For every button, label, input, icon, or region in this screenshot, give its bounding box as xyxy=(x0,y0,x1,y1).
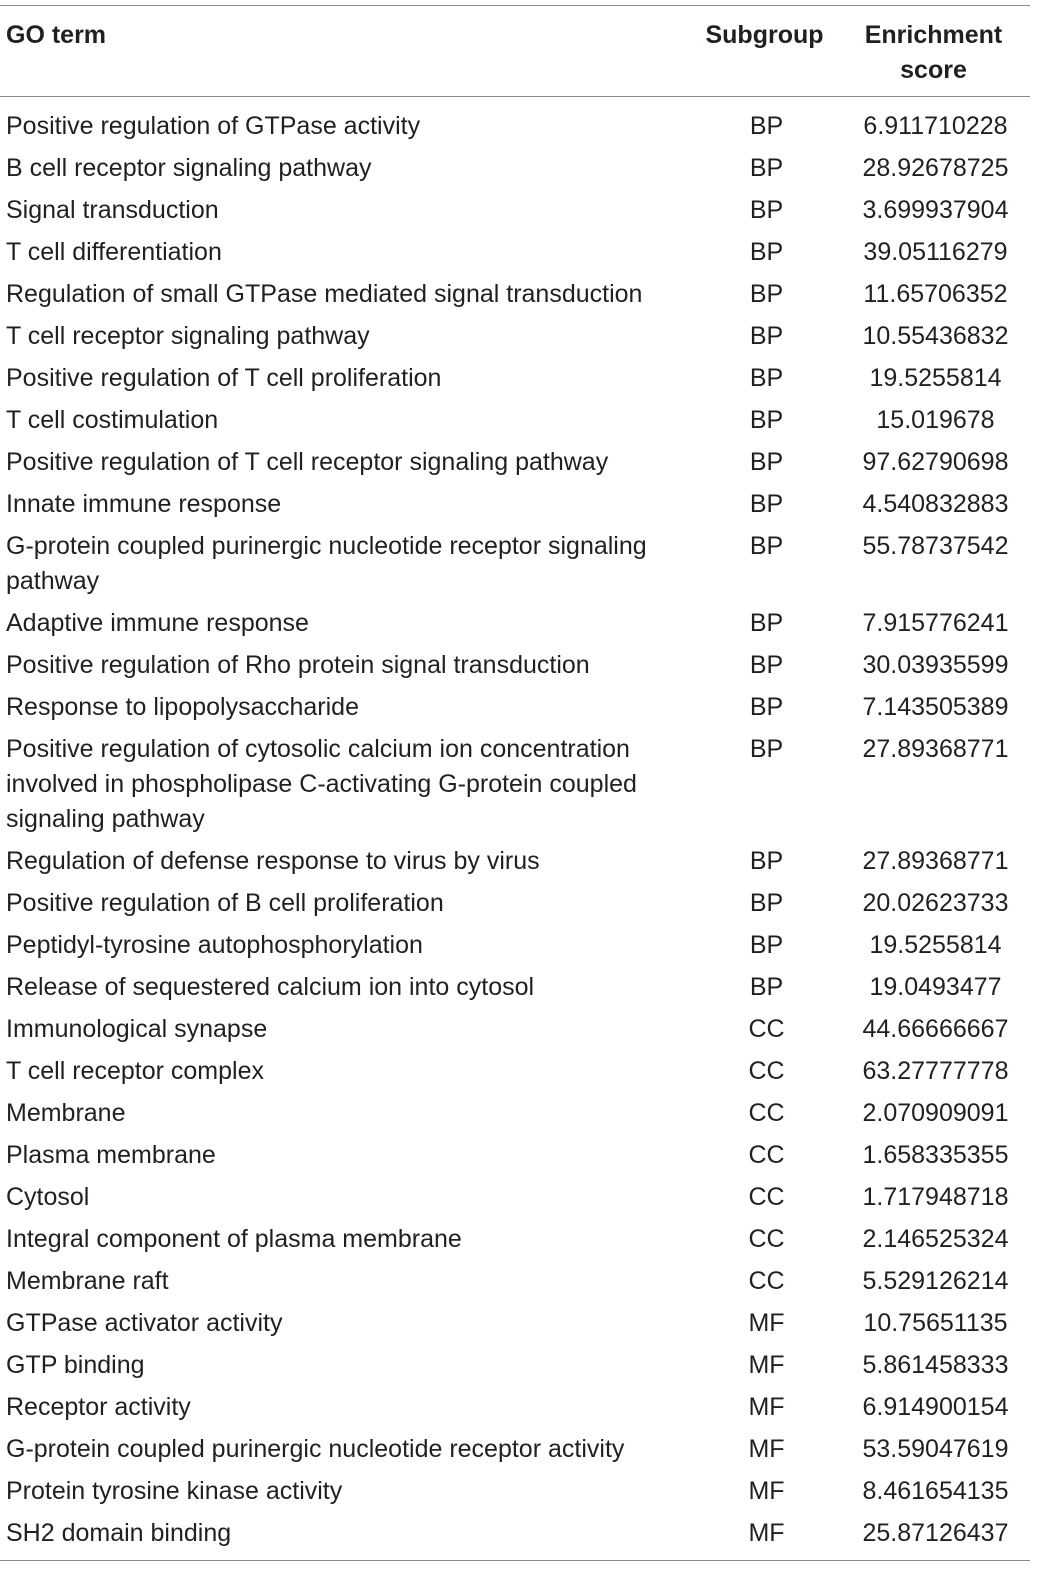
subgroup-cell: MF xyxy=(748,1519,785,1547)
enrichment-score-cell: 5.529126214 xyxy=(862,1267,1009,1295)
header-go-term: GO term xyxy=(6,21,107,49)
table-row xyxy=(0,487,1030,529)
table-row xyxy=(0,1180,1030,1222)
enrichment-score-cell: 10.75651135 xyxy=(863,1309,1008,1337)
go-term-cell: Signal transduction xyxy=(6,196,219,224)
go-term-cell: GTP binding xyxy=(6,1351,145,1379)
header-score-line2: score xyxy=(900,56,967,84)
go-term-cell: Membrane xyxy=(6,1099,126,1127)
enrichment-score-cell: 4.540832883 xyxy=(862,490,1009,518)
table-row xyxy=(0,277,1030,319)
subgroup-cell: MF xyxy=(748,1393,785,1421)
table-row xyxy=(0,648,1030,690)
table-row xyxy=(0,151,1030,193)
subgroup-cell: MF xyxy=(748,1477,785,1505)
go-term-cell: Release of sequestered calcium ion into cytosol xyxy=(6,973,535,1001)
table-row xyxy=(0,970,1030,1012)
subgroup-cell: BP xyxy=(749,532,784,560)
subgroup-cell: CC xyxy=(748,1225,785,1253)
subgroup-cell: BP xyxy=(749,490,784,518)
go-term-cell: G-protein coupled purinergic nucleotide receptor activity xyxy=(6,1435,625,1463)
subgroup-cell: CC xyxy=(748,1099,785,1127)
table-row xyxy=(0,1516,1030,1558)
subgroup-cell: BP xyxy=(749,280,784,308)
subgroup-cell: BP xyxy=(749,196,784,224)
go-term-cell: Positive regulation of Rho protein signal transduction xyxy=(6,651,590,679)
table-row xyxy=(0,1222,1030,1264)
enrichment-score-cell: 20.02623733 xyxy=(862,889,1009,917)
go-term-cell: Protein tyrosine kinase activity xyxy=(6,1477,343,1505)
subgroup-cell: MF xyxy=(748,1351,785,1379)
table-row xyxy=(0,193,1030,235)
go-term-cell: Response to lipopolysaccharide xyxy=(6,693,359,721)
subgroup-cell: CC xyxy=(748,1141,785,1169)
enrichment-score-cell: 5.861458333 xyxy=(862,1351,1009,1379)
enrichment-score-cell: 25.87126437 xyxy=(862,1519,1009,1547)
table-row xyxy=(0,1054,1030,1096)
subgroup-cell: CC xyxy=(748,1267,785,1295)
enrichment-score-cell: 28.92678725 xyxy=(862,154,1009,182)
go-term-cell: Positive regulation of T cell proliferation xyxy=(6,364,442,392)
go-term-table xyxy=(0,14,1030,1558)
enrichment-score-cell: 27.89368771 xyxy=(862,735,1009,763)
go-term-cell: SH2 domain binding xyxy=(6,1519,232,1547)
top-rule xyxy=(0,5,1030,6)
table-row xyxy=(0,606,1030,648)
enrichment-score-cell: 11.65706352 xyxy=(863,280,1008,308)
subgroup-cell: MF xyxy=(748,1309,785,1337)
go-term-cell: Peptidyl-tyrosine autophosphorylation xyxy=(6,931,423,959)
enrichment-score-cell: 19.5255814 xyxy=(869,931,1002,959)
enrichment-score-cell: 1.717948718 xyxy=(862,1183,1009,1211)
table-body xyxy=(0,100,1030,1558)
subgroup-cell: BP xyxy=(749,406,784,434)
subgroup-cell: BP xyxy=(749,364,784,392)
subgroup-cell: BP xyxy=(749,651,784,679)
subgroup-cell: BP xyxy=(749,609,784,637)
enrichment-score-cell: 44.66666667 xyxy=(862,1015,1009,1043)
table-row xyxy=(0,235,1030,277)
table-row xyxy=(0,928,1030,970)
go-term-cell: T cell receptor signaling pathway xyxy=(6,322,370,350)
table-row xyxy=(0,1474,1030,1516)
go-term-cell: Positive regulation of GTPase activity xyxy=(6,112,421,140)
subgroup-cell: BP xyxy=(749,735,784,763)
subgroup-cell: BP xyxy=(749,973,784,1001)
table-row xyxy=(0,361,1030,403)
go-term-cell: Cytosol xyxy=(6,1183,90,1211)
subgroup-cell: BP xyxy=(749,448,784,476)
go-term-cell: Positive regulation of B cell proliferation xyxy=(6,889,444,917)
go-term-cell: Membrane raft xyxy=(6,1267,169,1295)
table-row xyxy=(0,732,1030,844)
table-row xyxy=(0,844,1030,886)
go-term-cell: T cell receptor complex xyxy=(6,1057,264,1085)
enrichment-score-cell: 1.658335355 xyxy=(862,1141,1009,1169)
table-row xyxy=(0,690,1030,732)
enrichment-score-cell: 10.55436832 xyxy=(862,322,1009,350)
header-row xyxy=(0,14,1030,100)
subgroup-cell: BP xyxy=(749,847,784,875)
header-subgroup: Subgroup xyxy=(705,21,824,49)
enrichment-score-cell: 3.699937904 xyxy=(862,196,1009,224)
enrichment-score-cell: 6.914900154 xyxy=(862,1393,1009,1421)
subgroup-cell: BP xyxy=(749,322,784,350)
table-row xyxy=(0,1264,1030,1306)
subgroup-cell: BP xyxy=(749,112,784,140)
table-header xyxy=(0,14,1030,100)
enrichment-score-cell: 97.62790698 xyxy=(862,448,1009,476)
go-term-cell: Positive regulation of cytosolic calcium ion concentration involved in phospholipase C-activating G-protein coupled signaling pathway xyxy=(6,735,637,833)
go-term-cell: Immunological synapse xyxy=(6,1015,268,1043)
go-term-cell: Innate immune response xyxy=(6,490,282,518)
table-row xyxy=(0,100,1030,151)
table-row xyxy=(0,886,1030,928)
subgroup-cell: MF xyxy=(748,1435,785,1463)
enrichment-score-cell: 27.89368771 xyxy=(862,847,1009,875)
go-term-cell: GTPase activator activity xyxy=(6,1309,283,1337)
subgroup-cell: BP xyxy=(749,693,784,721)
table-row xyxy=(0,445,1030,487)
enrichment-score-cell: 6.911710228 xyxy=(863,112,1008,140)
go-term-cell: Plasma membrane xyxy=(6,1141,216,1169)
subgroup-cell: BP xyxy=(749,154,784,182)
bottom-rule xyxy=(0,1560,1030,1561)
subgroup-cell: CC xyxy=(748,1015,785,1043)
enrichment-score-cell: 53.59047619 xyxy=(862,1435,1009,1463)
table-row xyxy=(0,1348,1030,1390)
header-score-line1: Enrichment xyxy=(864,21,1003,49)
table-row xyxy=(0,1138,1030,1180)
go-term-cell: B cell receptor signaling pathway xyxy=(6,154,372,182)
table-row xyxy=(0,1306,1030,1348)
enrichment-score-cell: 39.05116279 xyxy=(863,238,1008,266)
table-row xyxy=(0,529,1030,606)
subgroup-cell: BP xyxy=(749,889,784,917)
go-term-cell: Receptor activity xyxy=(6,1393,191,1421)
subgroup-cell: BP xyxy=(749,238,784,266)
go-term-cell: Positive regulation of T cell receptor signaling pathway xyxy=(6,448,609,476)
enrichment-score-cell: 2.146525324 xyxy=(862,1225,1009,1253)
subgroup-cell: CC xyxy=(748,1183,785,1211)
go-term-cell: G-protein coupled purinergic nucleotide receptor signaling pathway xyxy=(6,532,647,595)
enrichment-score-cell: 8.461654135 xyxy=(862,1477,1009,1505)
table-row xyxy=(0,1096,1030,1138)
subgroup-cell: CC xyxy=(748,1057,785,1085)
enrichment-score-cell: 2.070909091 xyxy=(862,1099,1009,1127)
enrichment-score-cell: 55.78737542 xyxy=(862,532,1009,560)
go-term-cell: T cell costimulation xyxy=(6,406,219,434)
table-row xyxy=(0,1012,1030,1054)
table-row xyxy=(0,1432,1030,1474)
enrichment-score-cell: 30.03935599 xyxy=(862,651,1009,679)
enrichment-score-cell: 63.27777778 xyxy=(862,1057,1009,1085)
go-term-cell: T cell differentiation xyxy=(6,238,222,266)
table-row xyxy=(0,403,1030,445)
enrichment-score-cell: 19.5255814 xyxy=(869,364,1002,392)
go-term-cell: Regulation of defense response to virus by virus xyxy=(6,847,540,875)
enrichment-score-cell: 7.915776241 xyxy=(862,609,1009,637)
go-term-cell: Integral component of plasma membrane xyxy=(6,1225,462,1253)
table-row xyxy=(0,319,1030,361)
header-enrichment-score xyxy=(837,14,1030,100)
enrichment-score-cell: 19.0493477 xyxy=(869,973,1002,1001)
go-term-cell: Adaptive immune response xyxy=(6,609,309,637)
subgroup-cell: BP xyxy=(749,931,784,959)
table-row xyxy=(0,1390,1030,1432)
enrichment-score-cell: 15.019678 xyxy=(876,406,995,434)
enrichment-score-cell: 7.143505389 xyxy=(862,693,1009,721)
go-term-cell: Regulation of small GTPase mediated signal transduction xyxy=(6,280,643,308)
